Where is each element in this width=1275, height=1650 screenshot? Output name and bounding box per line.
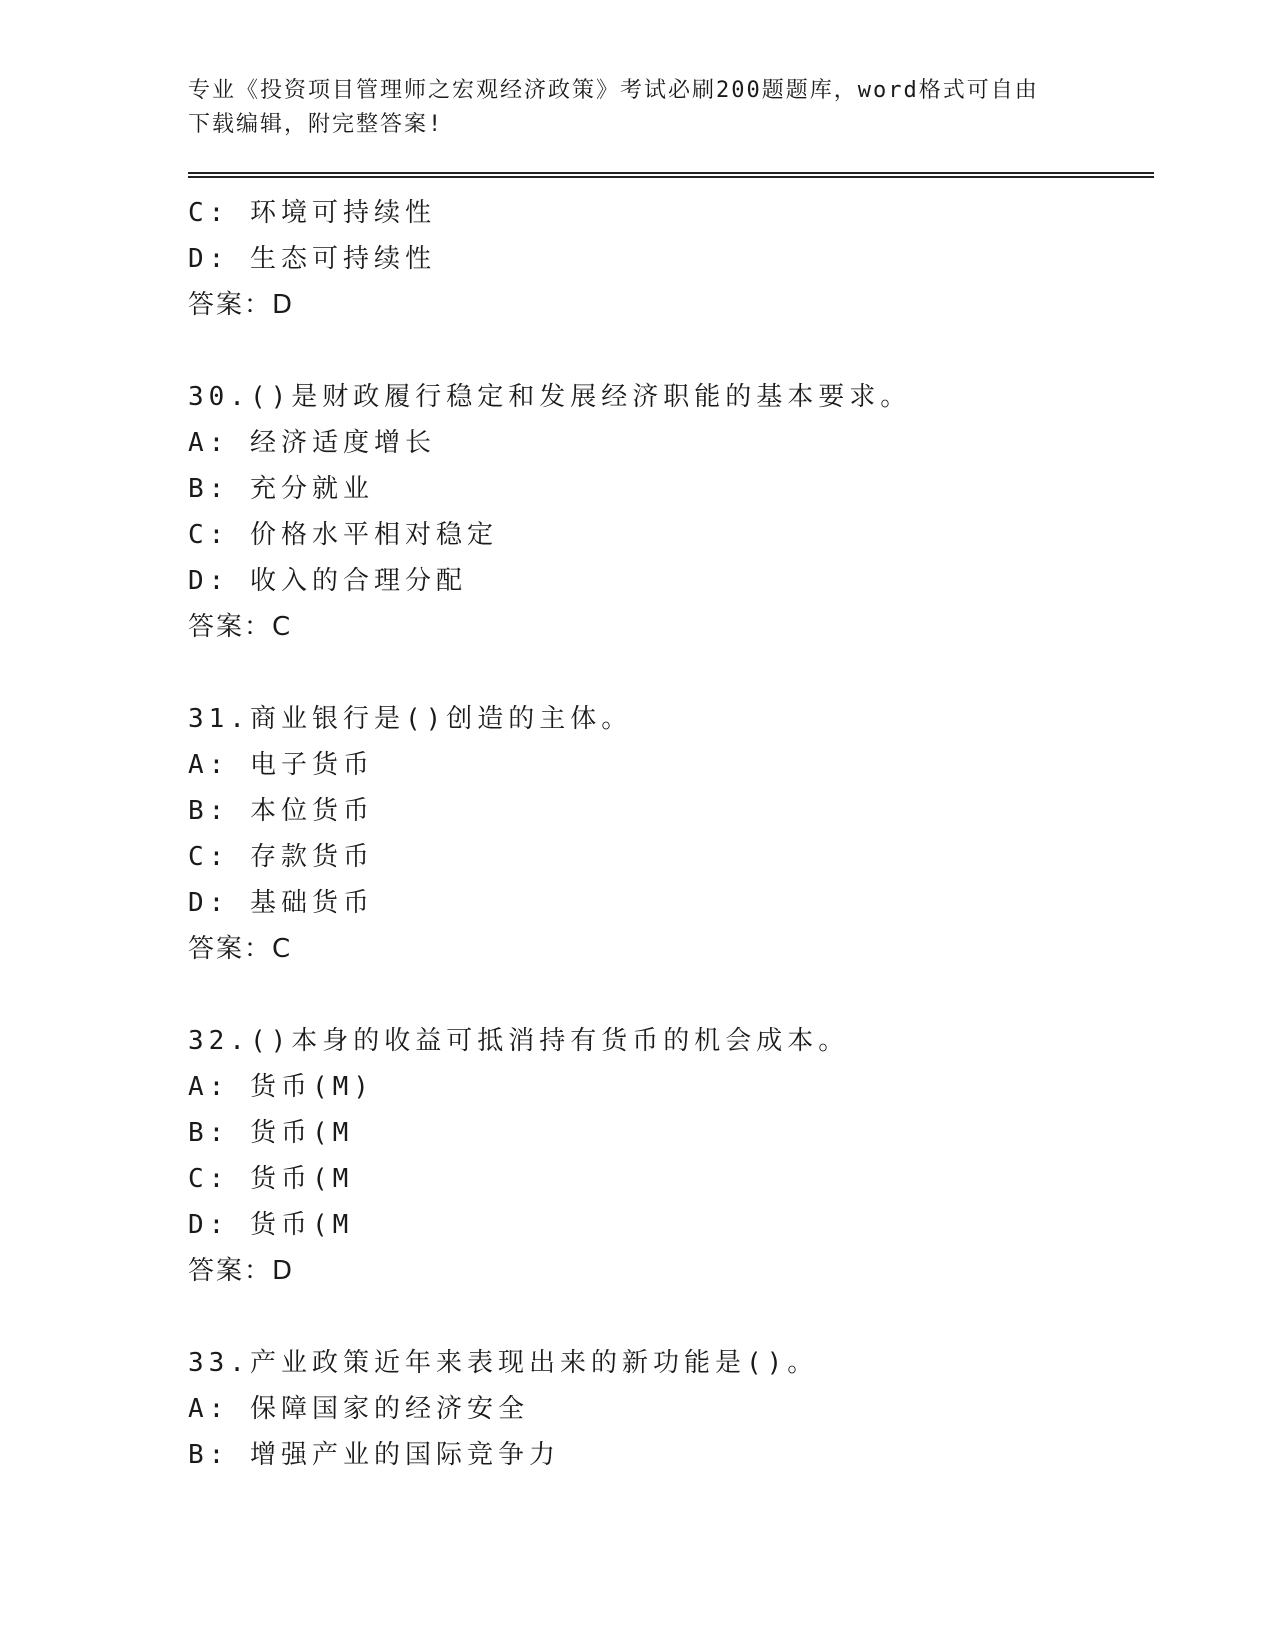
question-stem: 32.()本身的收益可抵消持有货币的机会成本。 (188, 1026, 850, 1056)
question-30 (188, 374, 1148, 650)
option-b: B: 本位货币 (188, 796, 374, 826)
answer: 答案：C (188, 934, 293, 964)
question-list (188, 190, 1148, 1478)
option-c: C: 环境可持续性 (188, 198, 436, 228)
option-a: A: 货币(M) (188, 1072, 374, 1102)
header-line-1: 专业《投资项目管理师之宏观经济政策》考试必刷200题题库，word格式可自由 (188, 78, 1039, 103)
option-b: B: 货币(M (188, 1118, 354, 1148)
option-d: D: 生态可持续性 (188, 244, 436, 274)
document-header (188, 74, 1068, 142)
option-a: A: 保障国家的经济安全 (188, 1394, 529, 1424)
question-29-continued (188, 190, 1148, 328)
question-stem: 33.产业政策近年来表现出来的新功能是()。 (188, 1348, 819, 1378)
option-a: A: 电子货币 (188, 750, 374, 780)
option-a: A: 经济适度增长 (188, 428, 436, 458)
question-stem: 30.()是财政履行稳定和发展经济职能的基本要求。 (188, 382, 912, 412)
option-b: B: 充分就业 (188, 474, 374, 504)
header-divider-top (188, 172, 1154, 174)
option-d: D: 基础货币 (188, 888, 374, 918)
answer: 答案：D (188, 1256, 295, 1286)
option-c: C: 存款货币 (188, 842, 374, 872)
header-line-2: 下载编辑，附完整答案! (188, 112, 444, 137)
option-c: C: 价格水平相对稳定 (188, 520, 498, 550)
option-b: B: 增强产业的国际竞争力 (188, 1440, 560, 1470)
question-32 (188, 1018, 1148, 1294)
question-31 (188, 696, 1148, 972)
question-stem: 31.商业银行是()创造的主体。 (188, 704, 633, 734)
option-d: D: 收入的合理分配 (188, 566, 467, 596)
header-divider-bottom (188, 176, 1154, 178)
option-c: C: 货币(M (188, 1164, 354, 1194)
question-33 (188, 1340, 1148, 1478)
option-d: D: 货币(M (188, 1210, 354, 1240)
answer: 答案：D (188, 290, 295, 320)
answer: 答案：C (188, 612, 293, 642)
